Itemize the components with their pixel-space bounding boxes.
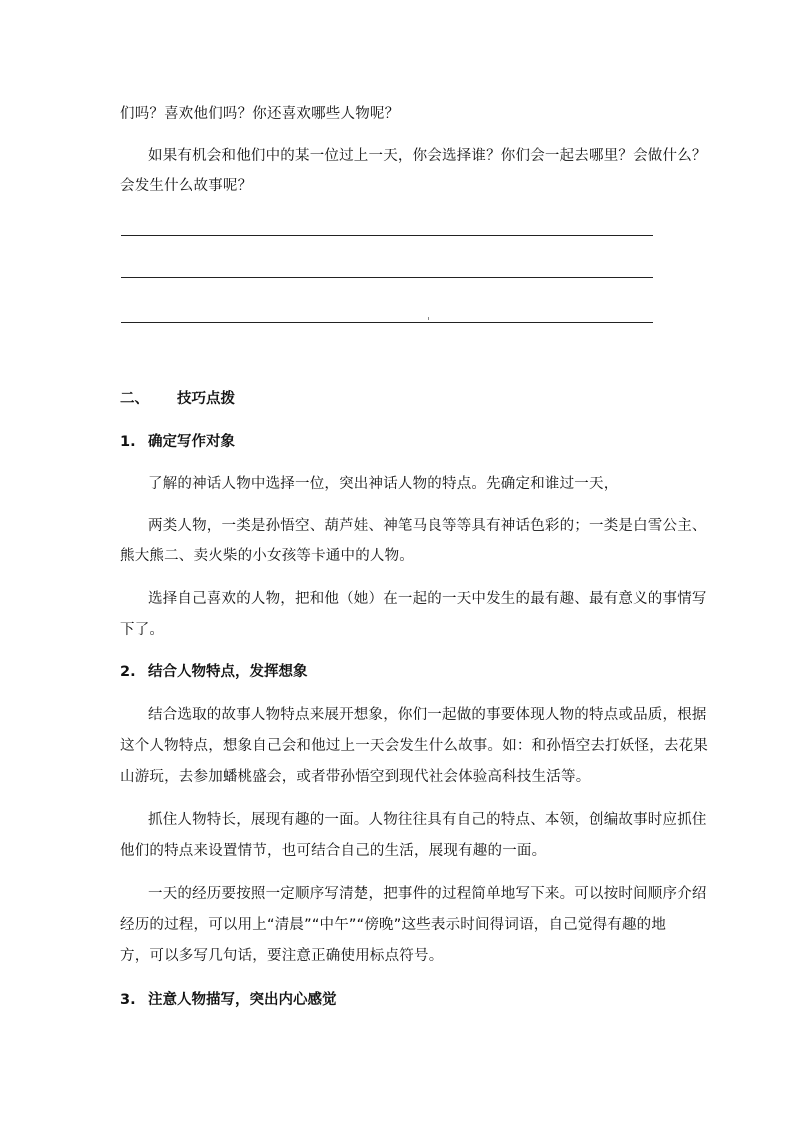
stray-mark	[428, 317, 429, 320]
writing-line-1	[121, 235, 653, 236]
item-1-p3-line-2: 下了。	[120, 622, 165, 638]
writing-line-2	[121, 277, 653, 278]
item-3-title: 注意人物描写，突出内心感觉	[148, 992, 337, 1008]
item-2-p1-line-3: 山游玩，去参加蟠桃盛会，或者带孙悟空到现代社会体验高科技生活等。	[120, 769, 591, 785]
item-2-number: 2.	[120, 664, 136, 680]
item-2-title: 结合人物特点，发挥想象	[148, 664, 308, 680]
item-2-p2-line-1: 抓住人物特长，展现有趣的一面。人物往往具有自己的特点、本领，创编故事时应抓住	[148, 812, 707, 828]
item-2-p3-line-1: 一天的经历要按照一定顺序写清楚，把事件的过程简单地写下来。可以按时间顺序介绍	[148, 886, 707, 902]
item-2-p3-line-3: 方，可以多写几句话，要注意正确使用标点符号。	[120, 948, 444, 964]
intro-line-2: 如果有机会和他们中的某一位过上一天，你会选择谁？你们会一起去哪里？会做什么？	[148, 148, 707, 164]
intro-line-3: 会发生什么故事呢？	[120, 178, 253, 194]
writing-line-3	[121, 322, 653, 323]
item-1-number: 1.	[120, 434, 136, 450]
item-2-p3-line-2: 经历的过程，可以用上“清晨”“中午”“傍晚”这些表示时间得词语，自己觉得有趣的地	[120, 917, 667, 933]
item-2-p1-line-2: 这个人物特点，想象自己会和他过上一天会发生什么故事。如：和孙悟空去打妖怪，去花果	[120, 738, 708, 754]
intro-line-1: 们吗？喜欢他们吗？你还喜欢哪些人物呢？	[120, 106, 400, 122]
item-1-title: 确定写作对象	[148, 434, 235, 450]
item-1-p3-line-1: 选择自己喜欢的人物，把和他（她）在一起的一天中发生的最有趣、最有意义的事情写	[148, 591, 707, 607]
item-3-number: 3.	[120, 992, 136, 1008]
item-1-p1-line-1: 了解的神话人物中选择一位，突出神话人物的特点。先确定和谁过一天，	[148, 476, 619, 492]
item-1-p2-line-1: 两类人物，一类是孙悟空、葫芦娃、神笔马良等等具有神话色彩的；一类是白雪公主、	[148, 518, 707, 534]
section-2-title: 技巧点拨	[177, 391, 235, 407]
item-2-p2-line-2: 他们的特点来设置情节，也可结合自己的生活，展现有趣的一面。	[120, 843, 547, 859]
section-2-number: 二、	[120, 391, 149, 407]
item-2-p1-line-1: 结合选取的故事人物特点来展开想象，你们一起做的事要体现人物的特点或品质，根据	[148, 707, 707, 723]
item-1-p2-line-2: 熊大熊二、卖火柴的小女孩等卡通中的人物。	[120, 548, 414, 564]
